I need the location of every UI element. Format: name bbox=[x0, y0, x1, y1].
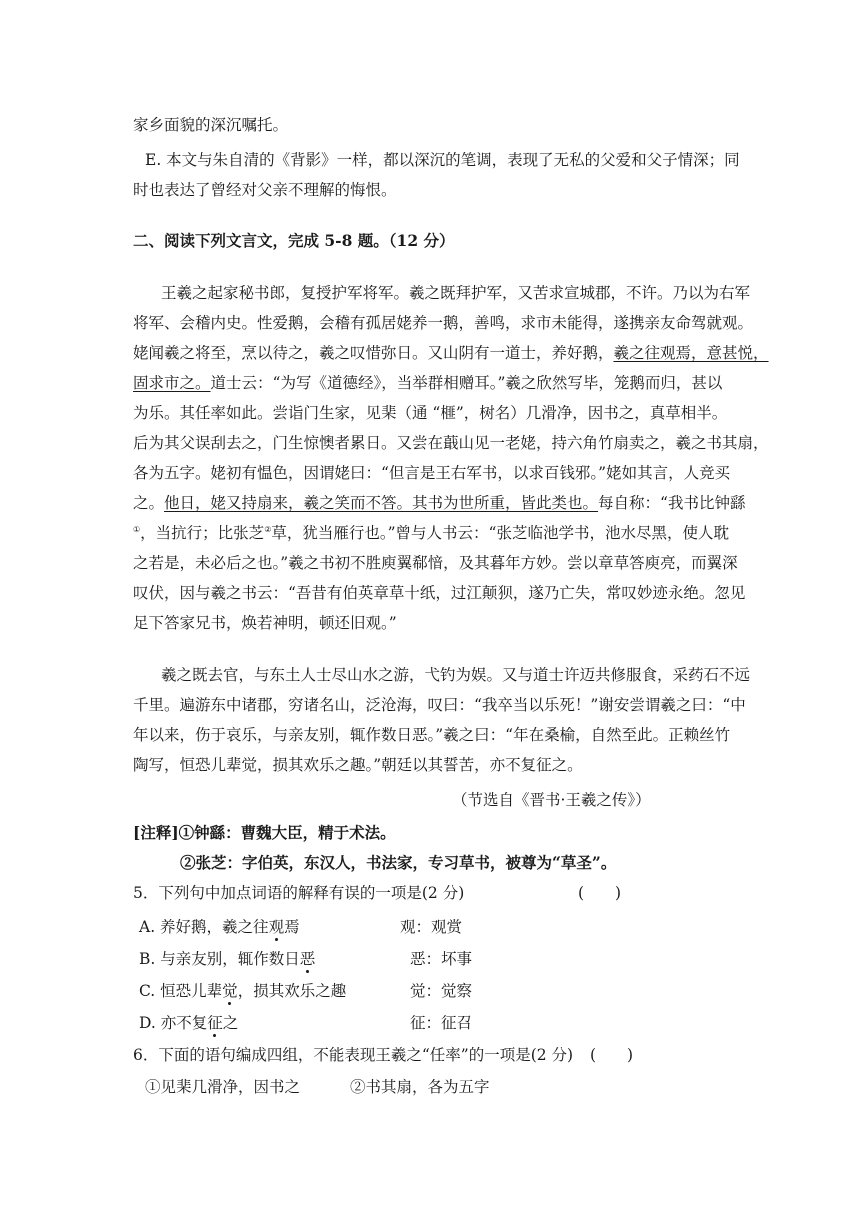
dotted-word: 恶 bbox=[299, 950, 316, 968]
dotted-word: 觉 bbox=[222, 982, 238, 1000]
option-text: ，损其欢乐之趣 bbox=[237, 982, 347, 1000]
option-e-line-1: E. 本文与朱自清的《背影》一样，都以深沉的笔调，表现了无私的父爱和父子情深；同 bbox=[145, 151, 740, 169]
option-e-line-2: 时也表达了曾经对父亲不理解的悔恨。 bbox=[133, 181, 397, 199]
passage-line: 叹伏，因与羲之书云：“吾昔有伯英章草十纸，过江颠狈，遂乃亡失，常叹妙迹永绝。忽见 bbox=[133, 584, 746, 602]
passage-text: 之。 bbox=[133, 494, 165, 512]
passage-line: 后为其父误刮去之，门生惊懊者累日。又尝在蕺山见一老姥，持六角竹扇卖之，羲之书其扇， bbox=[133, 434, 769, 452]
question-6-item-1: ①见棐几滑净，因书之 bbox=[145, 1078, 301, 1096]
underlined-sentence: 他日，姥又持扇来，羲之笑而不答。其书为世所重，皆此类也。 bbox=[164, 494, 599, 512]
option-d-gloss: 征：征召 bbox=[410, 1014, 473, 1032]
passage-text: 姥闻羲之将至，烹以待之，羲之叹惜弥日。又山阴有一道士，养好鹅， bbox=[133, 344, 614, 362]
passage-text: 道士云：“为写《道德经》，当举群相赠耳。”羲之欣然写毕，笼鹅而归，甚以 bbox=[210, 374, 723, 392]
question-6-stem: 6．下面的语句编成四组，不能表现王羲之“任率”的一项是(2 分) bbox=[133, 1046, 574, 1064]
option-a bbox=[139, 917, 300, 937]
question-5-stem: 5．下列句中加点词语的解释有误的一项是(2 分) bbox=[133, 884, 465, 902]
passage-line bbox=[133, 373, 722, 393]
option-c-gloss: 觉：觉察 bbox=[410, 982, 473, 1000]
footnote-marker: ① bbox=[133, 525, 141, 534]
option-text: D. 亦不复 bbox=[139, 1014, 208, 1032]
option-c bbox=[139, 981, 346, 1001]
passage-line: 千里。遍游东中诸郡，穷诸名山，泛沧海，叹曰：“我卒当以乐死！”谢安尝谓羲之曰：“中 bbox=[133, 696, 746, 714]
passage-line: 王羲之起家秘书郎，复授护军将军。羲之既拜护军，又苦求宣城郡，不许。乃以为右军 bbox=[161, 284, 751, 302]
underlined-sentence: 羲之往观焉，意甚悦， bbox=[613, 344, 769, 362]
section-heading: 二、阅读下列文言文，完成 5-8 题。（12 分） bbox=[133, 231, 455, 250]
answer-parentheses: ( ) bbox=[578, 884, 622, 902]
passage-line: 年以来，伤于哀乐，与亲友别，辄作数日恶。”羲之曰：“年在桑榆，自然至此。正赖丝竹 bbox=[133, 726, 731, 744]
passage-line: 为乐。其任率如此。尝诣门生家，见棐（通 “榧”，树名）几滑净，因书之，真草相半。 bbox=[133, 404, 728, 422]
dotted-word: 观 bbox=[268, 918, 285, 936]
passage-line: 将军、会稽内史。性爱鹅，会稽有孤居姥养一鹅，善鸣，求市未能得，遂携亲友命驾就观。 bbox=[133, 314, 754, 332]
prev-text-line: 家乡面貌的深沉嘱托。 bbox=[133, 116, 289, 134]
option-d bbox=[139, 1013, 238, 1033]
passage-line bbox=[133, 493, 745, 513]
question-6-item-2: ②书其扇，各为五字 bbox=[350, 1078, 490, 1096]
passage-line: 之若是，未必后之也。”羲之书初不胜庾翼郗愔，及其暮年方妙。尝以章草答庾亮，而翼深 bbox=[133, 554, 738, 572]
option-a-gloss: 观：观赏 bbox=[400, 918, 463, 936]
passage-line bbox=[133, 523, 729, 543]
option-b bbox=[139, 949, 315, 969]
passage-text: ，当抗行；比张芝 bbox=[140, 524, 265, 542]
passage-text: 草，犹当雁行也。”曾与人书云：“张芝临池学书，池水尽黑，使人耽 bbox=[271, 524, 729, 542]
passage-line: 足下答家兄书，焕若神明，顿还旧观。” bbox=[133, 614, 397, 632]
dotted-word: 征 bbox=[207, 1014, 223, 1032]
passage-line: 陶写，恒恐儿辈觉，损其欢乐之趣。”朝廷以其誓苦，亦不复征之。 bbox=[133, 756, 583, 774]
underlined-sentence: 固求市之。 bbox=[133, 374, 211, 392]
option-b-gloss: 恶：坏事 bbox=[410, 950, 473, 968]
passage-line: 各为五字。姥初有愠色，因谓姥曰：“但言是王右军书，以求百钱邪。”姥如其言，人竞买 bbox=[133, 464, 731, 482]
option-text: A. 养好鹅，羲之往 bbox=[139, 918, 269, 936]
passage-source: （节选自《晋书·王羲之传》） bbox=[452, 791, 651, 809]
option-text: 之 bbox=[222, 1014, 239, 1032]
annotation-2: ②张芝：字伯英，东汉人，书法家，专习草书，被尊为“草圣”。 bbox=[180, 853, 617, 872]
option-text: B. 与亲友别，辄作数日 bbox=[139, 950, 300, 968]
passage-line bbox=[133, 343, 769, 363]
annotation-1: [注释]①钟繇：曹魏大臣，精于术法。 bbox=[133, 823, 396, 842]
passage-line: 羲之既去官，与东土人士尽山水之游，弋钓为娱。又与道士许迈共修服食，采药石不远 bbox=[161, 666, 751, 684]
passage-text: 每自称：“我书比钟繇 bbox=[598, 494, 746, 512]
answer-parentheses: ( ) bbox=[590, 1046, 634, 1064]
footnote-marker: ② bbox=[264, 525, 272, 534]
option-text: 焉 bbox=[284, 918, 300, 936]
option-text: C. 恒恐儿辈 bbox=[139, 982, 223, 1000]
